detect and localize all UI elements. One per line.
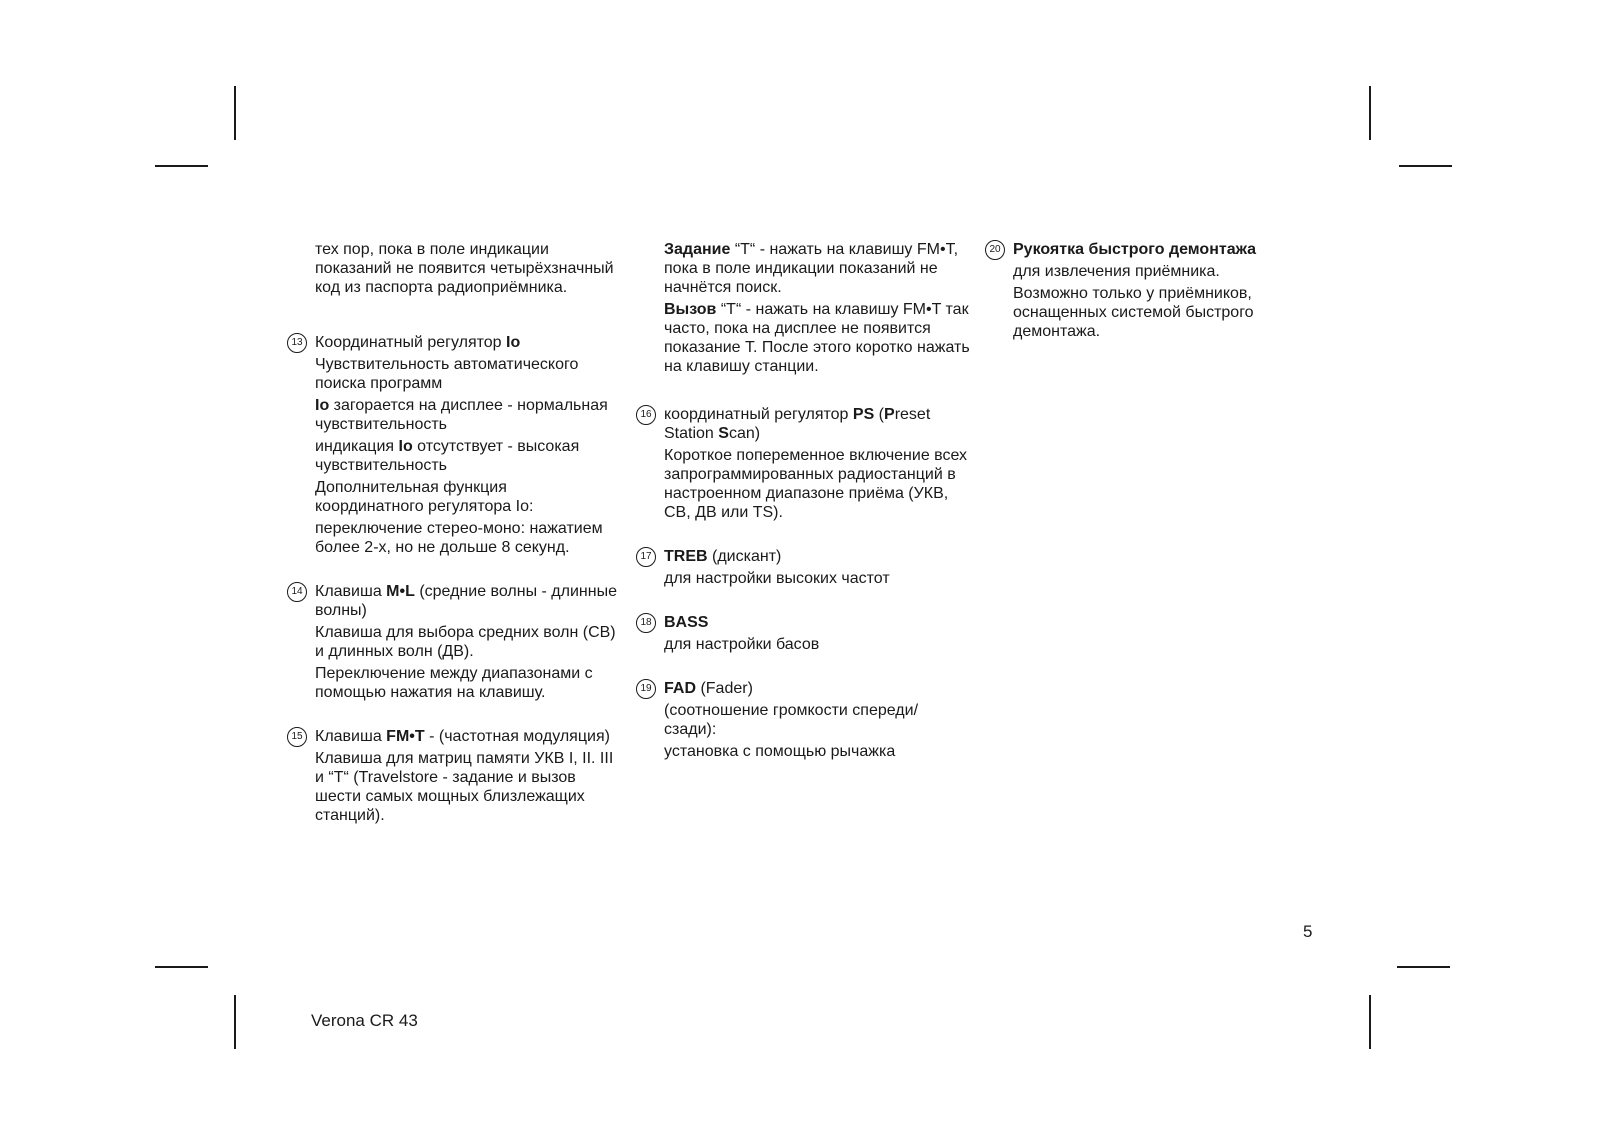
section-15-p1: Клавиша для матриц памяти УКВ I, II. III и “T“ (Travelstore - задание и вызов шести самых мощных близлежащих станций). (315, 750, 614, 824)
section-20 (985, 240, 1295, 341)
section-16-title: координатный регулятор PS (Preset Station Scan) (664, 406, 931, 442)
section-18-p1: для настройки басов (664, 636, 820, 653)
section-16-p1: Короткое попеременное включение всех запрограммированных радиостанций в настроенном диапазоне приёма (УКВ, СВ, ДВ или TS). (664, 447, 968, 521)
section-13-title: Координатный регулятор Io (315, 334, 521, 351)
circled-number-13: 13 (287, 333, 307, 353)
section-13-p2: Io загорается на дисплее - нормальная чувствительность (315, 397, 608, 433)
section-20-p1: для извлечения приёмника. (1013, 263, 1220, 280)
section-16 (636, 405, 971, 522)
section-14-title: Клавиша M•L (средние волны - длинные волны) (315, 583, 617, 619)
section-19-p1: (соотношение громкости спереди/ сзади): (664, 702, 919, 738)
section-13-p4: Дополнительная функция координатного регулятора Io: (315, 479, 534, 515)
crop-mark-bottom-right-vertical (1369, 995, 1371, 1049)
section-19 (636, 679, 971, 761)
crop-mark-top-left-vertical (234, 86, 236, 140)
section-18-title: BASS (664, 614, 709, 631)
crop-mark-bottom-left-vertical (234, 995, 236, 1049)
section-13 (287, 333, 617, 557)
column-1 (287, 240, 617, 850)
section-13-p3: индикация Io отсутствует - высокая чувствительность (315, 438, 580, 474)
circled-number-17: 17 (636, 547, 656, 567)
instruction-set: Задание “T“ - нажать на клавишу FM•T, пока в поле индикации показаний не начнётся поиск. (664, 241, 959, 296)
section-13-p5: переключение стерео-моно: нажатием более 2-х, но не дольше 8 секунд. (315, 520, 603, 556)
section-17-p1: для настройки высоких частот (664, 570, 890, 587)
crop-mark-top-right-horizontal (1399, 165, 1452, 167)
section-13-p1: Чувствительность автоматического поиска программ (315, 356, 579, 392)
circled-number-19: 19 (636, 679, 656, 699)
page-number: 5 (1303, 922, 1313, 941)
footer-model-name: Verona CR 43 (311, 1011, 418, 1030)
section-19-p2: установка с помощью рычажка (664, 743, 896, 760)
circled-number-18: 18 (636, 613, 656, 633)
section-14-p1: Клавиша для выбора средних волн (СВ) и длинных волн (ДВ). (315, 624, 616, 660)
crop-mark-top-left-horizontal (155, 165, 208, 167)
circled-number-14: 14 (287, 582, 307, 602)
column-2 (636, 240, 971, 786)
section-20-title: Рукоятка быстрого демонтажа (1013, 241, 1257, 258)
circled-number-15: 15 (287, 727, 307, 747)
section-19-title: FAD (Fader) (664, 680, 753, 697)
section-14 (287, 582, 617, 702)
section-18 (636, 613, 971, 654)
section-15 (287, 727, 617, 825)
instruction-recall: Вызов “T“ - нажать на клавишу FM•T так часто, пока на дисплее не появится показание T. После этого коротко нажать на клавишу станции. (664, 301, 970, 375)
section-15-title: Клавиша FM•T - (частотная модуляция) (315, 728, 610, 745)
circled-number-20: 20 (985, 240, 1005, 260)
intro-continuation (287, 240, 617, 297)
crop-mark-bottom-right-horizontal (1397, 966, 1450, 968)
crop-mark-top-right-vertical (1369, 86, 1371, 140)
crop-mark-bottom-left-horizontal (155, 966, 208, 968)
section-17-title: TREB (дискант) (664, 548, 782, 565)
travelstore-instructions (636, 240, 971, 376)
intro-text: тех пор, пока в поле индикации показаний не появится четырёхзначный код из паспорта радиоприёмника. (315, 241, 614, 296)
section-14-p2: Переключение между диапазонами с помощью нажатия на клавишу. (315, 665, 593, 701)
section-20-p2: Возможно только у приёмников, оснащенных системой быстрого демонтажа. (1013, 285, 1254, 340)
column-3 (985, 240, 1295, 366)
circled-number-16: 16 (636, 405, 656, 425)
section-17 (636, 547, 971, 588)
